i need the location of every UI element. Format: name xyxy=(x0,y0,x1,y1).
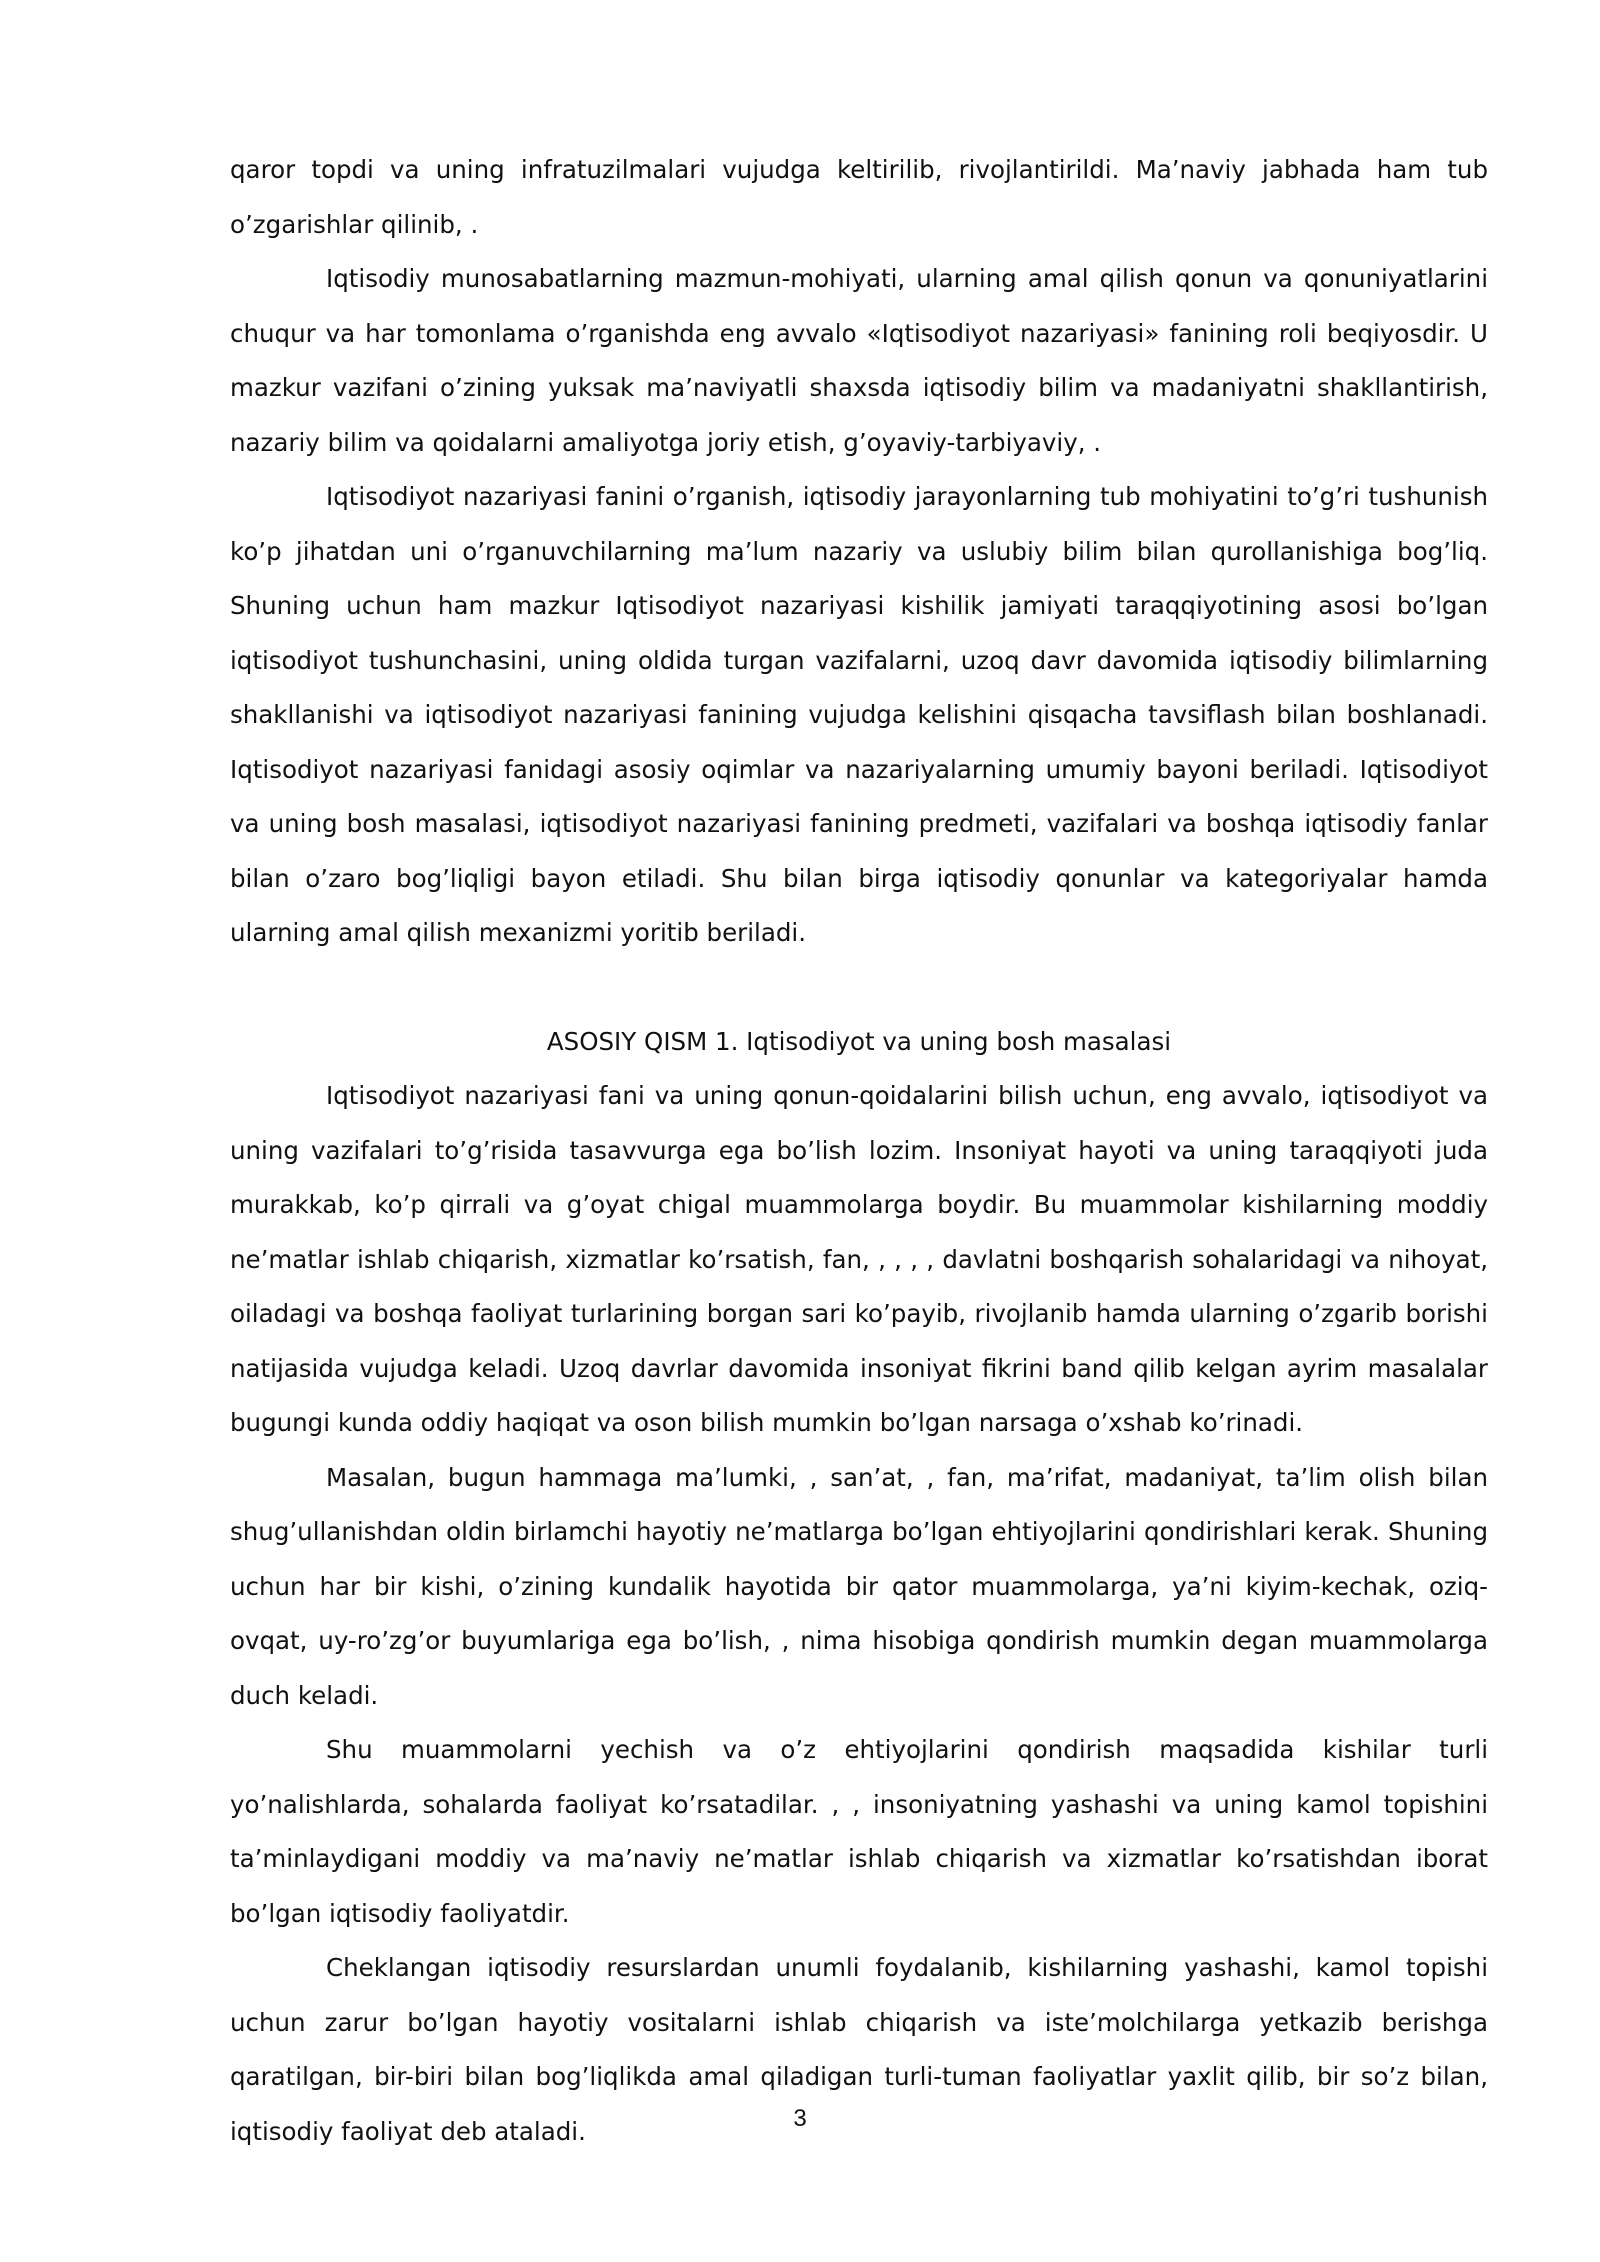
paragraph-intro-1: qaror topdi va uning infratuzilmalari vujudga keltirilib, rivojlantirildi. Ma’naviy jabhada ham tub o’zgarishlar qilinib, . xyxy=(230,155,1488,239)
paragraph-intro-2: Iqtisodiy munosabatlarning mazmun-mohiyati, ularning amal qilish qonun va qonuniyatlarini chuqur va har tomonlama o’rganishda eng avvalo «Iqtisodiyot nazariyasi» fanining roli beqiyosdir. U mazkur vazifani o’zining yuksak ma’naviyatli shaxsda iqtisodiy bilim va madaniyatni shakllantirish, nazariy bilim va qoidalarni amaliyotga joriy etish, g’oyaviy-tarbiyaviy, . xyxy=(230,264,1488,457)
paragraph-main-4: Cheklangan iqtisodiy resurslardan unumli foydalanib, kishilarning yashashi, kamol topishi uchun zarur bo’lgan hayotiy vositalarni ishlab chiqarish va iste’molchilarga yetkazib berishga qaratilgan, bir-biri bilan bog’liqlikda amal qiladigan turli-tuman faoliyatlar yaxlit qilib, bir so’z bilan, iqtisodiy faoliyat deb ataladi. xyxy=(230,1953,1488,2146)
section-heading: ASOSIY QISM 1. Iqtisodiyot va uning bosh masalasi xyxy=(546,1026,1172,1056)
paragraph-main-2: Masalan, bugun hammaga ma’lumki, , san’at, , fan, ma’rifat, madaniyat, ta’lim olish bilan shug’ullanishdan oldin birlamchi hayotiy ne’matlarga bo’lgan ehtiyojlarini qondirishlari kerak. Shuning uchun har bir kishi, o’zining kundalik hayotida bir qator muammolarga, ya’ni kiyim-kechak, oziq-ovqat, uy-ro’zg’or buyumlariga ega bo’lish, , nima hisobiga qondirish mumkin degan muammolarga duch keladi. xyxy=(230,1462,1488,1710)
page-number: 3 xyxy=(793,2105,807,2132)
document-body xyxy=(230,143,1488,2159)
paragraph-main-1: Iqtisodiyot nazariyasi fani va uning qonun-qoidalarini bilish uchun, eng avvalo, iqtisodiyot va uning vazifalari to’g’risida tasavvurga ega bo’lish lozim. Insoniyat hayoti va uning taraqqiyoti juda murakkab, ko’p qirrali va g’oyat chigal muammolarga boydir. Bu muammolar kishilarning moddiy ne’matlar ishlab chiqarish, xizmatlar ko’rsatish, fan, , , , , davlatni boshqarish sohalaridagi va nihoyat, oiladagi va boshqa faoliyat turlarining borgan sari ko’payib, rivojlanib hamda ularning o’zgarib borishi natijasida vujudga keladi. Uzoq davrlar davomida insoniyat fikrini band qilib kelgan ayrim masalalar bugungi kunda oddiy haqiqat va oson bilish mumkin bo’lgan narsaga o’xshab ko’rinadi. xyxy=(230,1081,1488,1437)
paragraph-main-3: Shu muammolarni yechish va o’z ehtiyojlarini qondirish maqsadida kishilar turli yo’nalishlarda, sohalarda faoliyat ko’rsatadilar. , , insoniyatning yashashi va uning kamol topishini ta’minlaydigani moddiy va ma’naviy ne’matlar ishlab chiqarish va xizmatlar ko’rsatishdan iborat bo’lgan iqtisodiy faoliyatdir. xyxy=(230,1735,1488,1928)
paragraph-intro-3: Iqtisodiyot nazariyasi fanini o’rganish, iqtisodiy jarayonlarning tub mohiyatini to’g’ri tushunish ko’p jihatdan uni o’rganuvchilarning ma’lum nazariy va uslubiy bilim bilan qurollanishiga bog’liq. Shuning uchun ham mazkur Iqtisodiyot nazariyasi kishilik jamiyati taraqqiyotining asosi bo’lgan iqtisodiyot tushunchasini, uning oldida turgan vazifalarni, uzoq davr davomida iqtisodiy bilimlarning shakllanishi va iqtisodiyot nazariyasi fanining vujudga kelishini qisqacha tavsiflash bilan boshlanadi. Iqtisodiyot nazariyasi fanidagi asosiy oqimlar va nazariyalarning umumiy bayoni beriladi. Iqtisodiyot va uning bosh masalasi, iqtisodiyot nazariyasi fanining predmeti, vazifalari va boshqa iqtisodiy fanlar bilan o’zaro bog’liqligi bayon etiladi. Shu bilan birga iqtisodiy qonunlar va kategoriyalar hamda ularning amal qilish mexanizmi yoritib beriladi. xyxy=(230,482,1488,947)
